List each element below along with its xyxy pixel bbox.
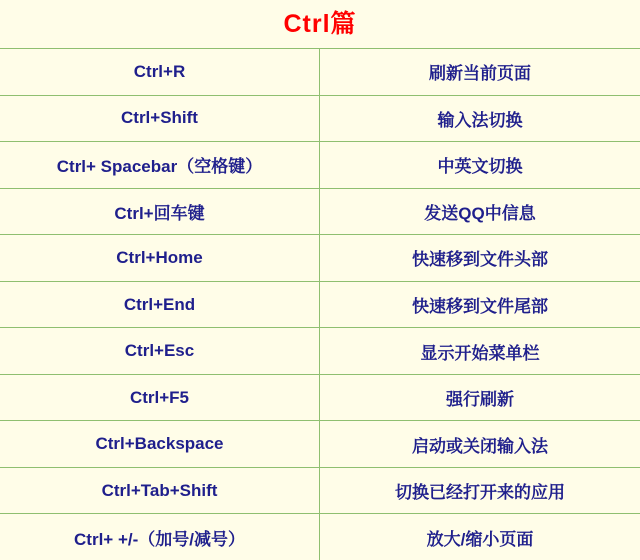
shortcut-description: 刷新当前页面 xyxy=(429,64,531,84)
shortcut-description: 切换已经打开来的应用 xyxy=(395,483,565,503)
shortcut-description: 输入法切换 xyxy=(437,110,523,130)
shortcut-key: Ctrl+R xyxy=(0,49,320,95)
page-title: Ctrl篇 xyxy=(283,9,357,38)
table-row xyxy=(0,282,640,329)
shortcut-key: Ctrl+Esc xyxy=(0,328,320,374)
shortcut-key: Ctrl+Home xyxy=(0,235,320,281)
shortcut-description: 显示开始菜单栏 xyxy=(420,343,540,363)
table-row xyxy=(0,375,640,422)
table-row xyxy=(0,49,640,96)
shortcut-key: Ctrl+Shift xyxy=(0,96,320,142)
shortcut-description: 中英文切换 xyxy=(437,157,523,177)
table-row xyxy=(0,328,640,375)
shortcut-key: Ctrl+回车键 xyxy=(0,189,320,235)
shortcut-description: 快速移到文件尾部 xyxy=(412,297,548,316)
shortcut-description: 快速移到文件头部 xyxy=(412,250,548,270)
shortcut-key: Ctrl+Tab+Shift xyxy=(0,468,320,514)
shortcut-description: 强行刷新 xyxy=(446,390,514,410)
table-row xyxy=(0,96,640,143)
table-row xyxy=(0,235,640,282)
shortcut-description: 放大/缩小页面 xyxy=(426,529,534,549)
shortcut-key: Ctrl+End xyxy=(0,282,320,328)
shortcut-key: Ctrl+F5 xyxy=(0,375,320,421)
shortcut-key: Ctrl+Backspace xyxy=(0,421,320,467)
table-row xyxy=(0,142,640,189)
shortcut-description: 发送QQ中信息 xyxy=(424,203,536,223)
shortcut-description: 启动或关闭输入法 xyxy=(412,436,548,456)
shortcut-key: Ctrl+ Spacebar（空格键） xyxy=(0,142,320,188)
shortcut-table xyxy=(0,49,640,560)
table-row xyxy=(0,189,640,236)
shortcut-key: Ctrl+ +/-（加号/减号） xyxy=(0,514,320,560)
sheet-title-row xyxy=(0,0,640,49)
table-row xyxy=(0,468,640,515)
table-row xyxy=(0,421,640,468)
table-row xyxy=(0,514,640,560)
